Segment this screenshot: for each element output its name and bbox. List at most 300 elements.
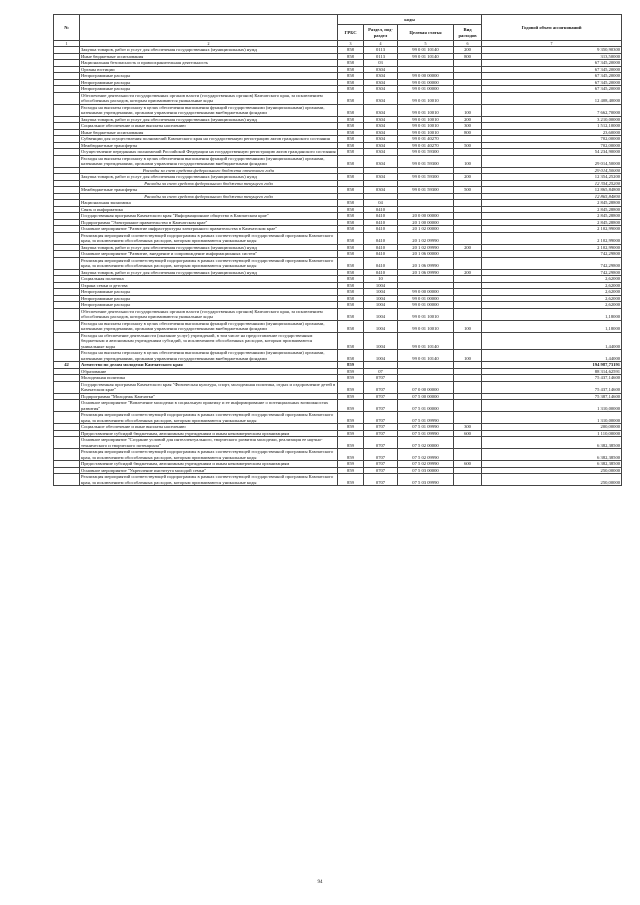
page-number: 94 — [317, 880, 323, 885]
cell-vid — [454, 400, 482, 412]
cell-grbs: 858 — [338, 116, 364, 123]
cell-vid — [454, 308, 482, 320]
cell-celevaya: 20 1 06 09990 — [398, 257, 454, 269]
cell-name: Непрограммные расходы — [80, 295, 338, 302]
cell-celevaya: 07 5 03 00000 — [398, 467, 454, 474]
cell-total: 75 437,14600 — [482, 375, 622, 382]
cell-vid: 500 — [454, 142, 482, 149]
cell-celevaya: 99 0 01 59300 — [398, 155, 454, 167]
cell-vid: 200 — [454, 174, 482, 181]
cell-name: Расходы на выплаты персоналу в целях обеспечения выполнения функций государственными (муниципальными) органами, казенными учреждениями, органами управления государственными внебюджетными фондами — [80, 350, 338, 362]
cell-name: Социальное обеспечение и иные выплаты населению — [80, 424, 338, 431]
cell-number — [54, 257, 80, 269]
cell-grbs: 858 — [338, 129, 364, 136]
cell-total: 1 310,00000 — [482, 400, 622, 412]
cell-name: Непрограммные расходы — [80, 289, 338, 296]
cell-total: 2 845,28800 — [482, 219, 622, 226]
cell-number — [54, 400, 80, 412]
cell-name: Подпрограмма "Электронное правительство в Камчатском крае" — [80, 219, 338, 226]
cell-razdel: 0304 — [364, 66, 398, 73]
cell-number: 42 — [54, 362, 80, 369]
cell-name: Связь и информатика — [80, 206, 338, 213]
cell-total: 23,60000 — [482, 129, 622, 136]
header-total: Годовой объем ассигнований — [482, 15, 622, 41]
header-index: 1 — [54, 41, 80, 47]
cell-celevaya: 20 0 00 00000 — [398, 213, 454, 220]
cell-celevaya: 20 1 06 09990 — [398, 269, 454, 276]
header-index: 7 — [482, 41, 622, 47]
cell-grbs: 858 — [338, 251, 364, 258]
cell-celevaya: 07 5 03 09990 — [398, 474, 454, 486]
cell-grbs: 858 — [338, 47, 364, 54]
cell-grbs: 858 — [338, 219, 364, 226]
cell-name: Закупка товаров, работ и услуг для обеспечения государственных (муниципальных) нужд — [80, 174, 338, 181]
cell-vid — [454, 412, 482, 424]
cell-grbs: 859 — [338, 362, 364, 369]
cell-grbs: 858 — [338, 149, 364, 156]
cell-total: 1 110,00000 — [482, 430, 622, 437]
cell-celevaya: 07 5 02 09990 — [398, 449, 454, 461]
cell-name: Межбюджетные трансферты — [80, 187, 338, 194]
cell-celevaya: 99 0 01 10010 — [398, 320, 454, 332]
table-row — [54, 320, 622, 332]
cell-name: Расходы за счет средств федерального бюджета текущего года — [80, 180, 338, 187]
cell-grbs: 858 — [338, 123, 364, 130]
cell-vid: 800 — [454, 53, 482, 60]
cell-grbs: 858 — [338, 142, 364, 149]
cell-razdel: 0707 — [364, 461, 398, 468]
cell-total: 2,62000 — [482, 276, 622, 283]
cell-name: Закупка товаров, работ и услуг для обеспечения государственных (муниципальных) нужд — [80, 47, 338, 54]
cell-razdel: 0707 — [364, 430, 398, 437]
cell-name: Агентство по делам молодежи Камчатского края — [80, 362, 338, 369]
cell-number — [54, 232, 80, 244]
cell-name: Непрограммные расходы — [80, 73, 338, 80]
header-grbs: ГРБС — [338, 25, 364, 41]
cell-vid — [454, 92, 482, 104]
cell-total: 313,50000 — [482, 53, 622, 60]
cell-grbs: 858 — [338, 53, 364, 60]
cell-name: Расходы на выплаты персоналу в целях обеспечения выполнения функций государственными (муниципальными) органами, казенными учреждениями, органами управления государственными внебюджетными фондами — [80, 155, 338, 167]
cell-total: 2 102,99000 — [482, 244, 622, 251]
cell-total: 12 408,40000 — [482, 92, 622, 104]
cell-total: 88 314,62591 — [482, 368, 622, 375]
cell-total: 250,00000 — [482, 474, 622, 486]
cell-total: 200,00000 — [482, 424, 622, 431]
cell-grbs: 858 — [338, 332, 364, 350]
table-row — [54, 155, 622, 167]
cell-grbs: 858 — [338, 174, 364, 181]
cell-grbs: 859 — [338, 375, 364, 382]
cell-name: Расходы за счет средств федерального бюджета отчетного года — [80, 167, 338, 174]
cell-razdel: 0304 — [364, 104, 398, 116]
cell-vid — [454, 474, 482, 486]
cell-total: 702,00000 — [482, 136, 622, 143]
cell-celevaya: 07 5 00 00000 — [398, 393, 454, 400]
cell-name: Основное мероприятие "Развитие инфраструктуры электронного правительства в Камчатском крае" — [80, 226, 338, 233]
cell-razdel: 0304 — [364, 79, 398, 86]
cell-razdel: 1004 — [364, 295, 398, 302]
cell-name: Социальное обеспечение и иные выплаты населению — [80, 123, 338, 130]
cell-razdel: 0707 — [364, 474, 398, 486]
cell-name: Предоставление субсидий бюджетным, автономным учреждениям и иным некоммерческим организациям — [80, 430, 338, 437]
cell-total: 9 350,90300 — [482, 47, 622, 54]
cell-celevaya: 99 0 01 00000 — [398, 295, 454, 302]
cell-grbs: 858 — [338, 232, 364, 244]
cell-grbs: 859 — [338, 437, 364, 449]
cell-grbs: 858 — [338, 269, 364, 276]
cell-vid: 600 — [454, 430, 482, 437]
cell-celevaya: 07 0 00 00000 — [398, 381, 454, 393]
cell-total: 75 387,14600 — [482, 393, 622, 400]
table-row — [54, 400, 622, 412]
cell-grbs: 858 — [338, 187, 364, 194]
cell-name: Расходы за счет средств федерального бюджета текущего года — [80, 193, 338, 200]
cell-celevaya: 20 1 02 09990 — [398, 232, 454, 244]
cell-razdel: 04 — [364, 200, 398, 207]
cell-vid: 600 — [454, 461, 482, 468]
cell-grbs: 859 — [338, 430, 364, 437]
cell-name: Государственная программа Камчатского края "Физическая культура, спорт, молодежная политика, отдых и оздоровление детей в Камчатском крае" — [80, 381, 338, 393]
cell-grbs: 859 — [338, 461, 364, 468]
cell-total: 6 382,38500 — [482, 449, 622, 461]
cell-name: Непрограммные расходы — [80, 86, 338, 93]
cell-total: 6 382,38500 — [482, 437, 622, 449]
table-row — [54, 332, 622, 350]
cell-name: Национальная экономика — [80, 200, 338, 207]
cell-grbs: 859 — [338, 393, 364, 400]
cell-total: 12 354,25200 — [482, 174, 622, 181]
cell-total: 250,00000 — [482, 467, 622, 474]
cell-total: 2 845,28800 — [482, 200, 622, 207]
cell-grbs: 858 — [338, 213, 364, 220]
cell-celevaya: 99 0 01 10140 — [398, 53, 454, 60]
cell-celevaya: 99 0 01 10010 — [398, 116, 454, 123]
budget-table — [53, 14, 622, 486]
cell-name: Закупка товаров, работ и услуг для обеспечения государственных (муниципальных) нужд — [80, 269, 338, 276]
cell-name: Подпрограмма "Молодежь Камчатки" — [80, 393, 338, 400]
cell-total: 67 345,20000 — [482, 66, 622, 73]
cell-celevaya: 99 0 01 59300 — [398, 149, 454, 156]
cell-name: Иные бюджетные ассигнования — [80, 129, 338, 136]
cell-vid: 100 — [454, 155, 482, 167]
cell-grbs: 859 — [338, 424, 364, 431]
cell-number — [54, 412, 80, 424]
cell-razdel: 0410 — [364, 213, 398, 220]
table-row — [54, 449, 622, 461]
table-row — [54, 92, 622, 104]
cell-name: Государственная программа Камчатского края "Информационное общество в Камчатском крае" — [80, 213, 338, 220]
cell-total: 29 014,50000 — [482, 167, 622, 174]
cell-name: Осуществление переданных полномочий Российской Федерации на государственную регистрацию актов гражданского состояния — [81, 149, 336, 154]
cell-vid: 100 — [454, 350, 482, 362]
cell-razdel: 0304 — [364, 92, 398, 104]
cell-name: Обеспечение деятельности государственных органов власти (государственных органов) Камчатского края, за исключением обособленных расходов, которым присваиваются уникальные коды — [80, 92, 338, 104]
cell-razdel: 0304 — [364, 155, 398, 167]
cell-number — [54, 332, 80, 350]
cell-total: 12 865,84800 — [482, 193, 622, 200]
header-index: 5 — [398, 41, 454, 47]
table-row — [54, 437, 622, 449]
cell-name: Межбюджетные трансферты — [80, 142, 338, 149]
cell-vid — [454, 449, 482, 461]
cell-grbs: 858 — [338, 257, 364, 269]
cell-razdel: 0410 — [364, 226, 398, 233]
cell-celevaya: 20 1 02 09990 — [398, 244, 454, 251]
cell-razdel: 0304 — [364, 116, 398, 123]
cell-total: 2,62000 — [482, 282, 622, 289]
table-row — [54, 412, 622, 424]
cell-name: Закупка товаров, работ и услуг для обеспечения государственных (муниципальных) нужд — [80, 116, 338, 123]
cell-razdel: 0113 — [364, 47, 398, 54]
header-codes: коды — [338, 15, 482, 25]
cell-celevaya: 99 0 01 59300 — [398, 187, 454, 194]
cell-celevaya: 99 0 01 10010 — [398, 129, 454, 136]
cell-razdel: 0707 — [364, 437, 398, 449]
table-row — [54, 232, 622, 244]
cell-razdel: 1004 — [364, 320, 398, 332]
cell-grbs: 858 — [338, 289, 364, 296]
cell-total: 7 662,70000 — [482, 104, 622, 116]
cell-razdel: 0304 — [364, 129, 398, 136]
cell-total: 702,00000 — [482, 142, 622, 149]
cell-razdel: 0410 — [364, 206, 398, 213]
header-index: 3 — [338, 41, 364, 47]
header-name — [80, 15, 338, 41]
cell-name: Реализация мероприятий соответствующей подпрограммы в рамках соответствующей государственной программы Камчатского края, за исключением обособленных расходов, которым присваиваются уникальные коды — [80, 474, 338, 486]
cell-celevaya: 99 0 01 00000 — [398, 86, 454, 93]
cell-number — [54, 381, 80, 393]
cell-celevaya: 99 0 01 10140 — [398, 332, 454, 350]
cell-grbs: 858 — [338, 79, 364, 86]
cell-grbs: 858 — [338, 200, 364, 207]
cell-grbs: 859 — [338, 368, 364, 375]
cell-grbs: 859 — [338, 381, 364, 393]
cell-name: Закупка товаров, работ и услуг для обеспечения государственных (муниципальных) нужд — [80, 244, 338, 251]
cell-grbs: 858 — [338, 282, 364, 289]
cell-razdel: 1004 — [364, 332, 398, 350]
cell-total: 1,18000 — [482, 320, 622, 332]
cell-celevaya: 99 0 01 00000 — [398, 79, 454, 86]
cell-razdel: 0410 — [364, 219, 398, 226]
cell-grbs: 858 — [338, 320, 364, 332]
cell-name: Образование — [80, 368, 338, 375]
cell-total: 2,62000 — [482, 302, 622, 309]
cell-razdel: 0707 — [364, 424, 398, 431]
cell-razdel: 0113 — [364, 53, 398, 60]
cell-grbs: 859 — [338, 400, 364, 412]
cell-grbs: 858 — [338, 104, 364, 116]
table-row — [54, 381, 622, 393]
cell-razdel: 0304 — [364, 86, 398, 93]
cell-razdel: 1004 — [364, 302, 398, 309]
cell-total: 2 845,28800 — [482, 206, 622, 213]
cell-number — [54, 92, 80, 104]
cell-grbs: 858 — [338, 73, 364, 80]
cell-razdel: 0304 — [364, 187, 398, 194]
cell-vid: 300 — [454, 424, 482, 431]
table-row — [54, 308, 622, 320]
cell-grbs: 858 — [338, 302, 364, 309]
cell-razdel: 0707 — [364, 467, 398, 474]
table-row — [54, 474, 622, 486]
cell-razdel: 0304 — [364, 73, 398, 80]
cell-celevaya: 99 0 01 00000 — [398, 302, 454, 309]
cell-celevaya: 07 5 01 09990 — [398, 430, 454, 437]
cell-celevaya: 99 0 01 59300 — [398, 174, 454, 181]
cell-total: 67 345,20000 — [482, 60, 622, 67]
cell-number — [54, 437, 80, 449]
cell-name: Реализация мероприятий соответствующей подпрограммы в рамках соответствующей государственной программы Камчатского края, за исключением обособленных расходов, которым присваиваются уникальные коды — [80, 257, 338, 269]
header-celevaya: Целевая статья — [398, 25, 454, 41]
cell-vid — [454, 381, 482, 393]
cell-total: 742,29800 — [482, 251, 622, 258]
cell-grbs: 858 — [338, 206, 364, 213]
cell-grbs: 858 — [338, 92, 364, 104]
cell-grbs: 859 — [338, 474, 364, 486]
cell-celevaya: 20 1 00 00000 — [398, 219, 454, 226]
cell-total: 29 014,50000 — [482, 155, 622, 167]
cell-razdel: 0410 — [364, 251, 398, 258]
header-index: 2 — [80, 41, 338, 47]
cell-razdel: 0707 — [364, 381, 398, 393]
cell-name: Молодежная политика — [80, 375, 338, 382]
cell-total: 6 382,38500 — [482, 461, 622, 468]
cell-razdel: 03 — [364, 60, 398, 67]
cell-name: Предоставление субсидий бюджетным, автономным учреждениям и иным некоммерческим организациям — [80, 461, 338, 468]
cell-name: Непрограммные расходы — [80, 79, 338, 86]
cell-razdel: 1004 — [364, 308, 398, 320]
cell-name: Субвенции для осуществления полномочий Камчатского края на государственную регистрацию актов гражданского состояния — [80, 136, 338, 143]
cell-number — [54, 308, 80, 320]
table-row — [54, 350, 622, 362]
cell-name: Расходы на выплаты персоналу в целях обеспечения выполнения функций государственными (муниципальными) органами, казенными учреждениями, органами управления государственными внебюджетными фондами — [80, 104, 338, 116]
cell-razdel: 0304 — [364, 123, 398, 130]
cell-celevaya: 20 1 06 00000 — [398, 251, 454, 258]
cell-celevaya: 99 0 01 10010 — [398, 92, 454, 104]
cell-razdel: 0707 — [364, 400, 398, 412]
cell-vid: 100 — [454, 104, 482, 116]
cell-razdel: 0410 — [364, 244, 398, 251]
cell-razdel: 0410 — [364, 232, 398, 244]
cell-total: 12 354,25200 — [482, 180, 622, 187]
cell-razdel: 07 — [364, 368, 398, 375]
cell-grbs: 858 — [338, 308, 364, 320]
header-vid: Вид расходов — [454, 25, 482, 41]
cell-vid: 200 — [454, 47, 482, 54]
cell-celevaya: 99 0 01 10140 — [398, 350, 454, 362]
cell-name: Национальная безопасность и правоохранительная деятельность — [80, 60, 338, 67]
cell-vid: 200 — [454, 269, 482, 276]
cell-total: 75 437,14600 — [482, 381, 622, 393]
cell-total: 67 345,20000 — [482, 79, 622, 86]
document-page — [53, 14, 621, 486]
cell-celevaya: 99 0 01 10010 — [398, 104, 454, 116]
cell-celevaya: 99 0 00 00000 — [398, 73, 454, 80]
cell-total: 2 102,99000 — [482, 232, 622, 244]
cell-razdel: 0707 — [364, 375, 398, 382]
cell-razdel: 1004 — [364, 350, 398, 362]
cell-grbs: 858 — [338, 155, 364, 167]
cell-razdel: 10 — [364, 276, 398, 283]
cell-celevaya: 99 0 00 00000 — [398, 289, 454, 296]
table-row — [54, 104, 622, 116]
cell-celevaya: 99 0 01 40270 — [398, 136, 454, 143]
cell-name: Социальная политика — [80, 276, 338, 283]
cell-razdel: 1004 — [364, 282, 398, 289]
cell-razdel: 0304 — [364, 142, 398, 149]
cell-grbs: 858 — [338, 226, 364, 233]
cell-total: 2,62000 — [482, 295, 622, 302]
cell-total: 1,44000 — [482, 332, 622, 350]
cell-grbs: 858 — [338, 276, 364, 283]
table-row — [54, 257, 622, 269]
cell-total: 3 210,00000 — [482, 116, 622, 123]
cell-number — [54, 449, 80, 461]
cell-name: Охрана семьи и детства — [80, 282, 338, 289]
cell-razdel: 0410 — [364, 269, 398, 276]
cell-total: 54 234,90000 — [482, 149, 622, 156]
cell-razdel: 0304 — [364, 136, 398, 143]
cell-total: 1 310,00000 — [482, 412, 622, 424]
cell-total: 1,44000 — [482, 350, 622, 362]
cell-total: 194 987,73191 — [482, 362, 622, 369]
cell-razdel: 0410 — [364, 257, 398, 269]
cell-razdel: 0707 — [364, 393, 398, 400]
cell-grbs: 859 — [338, 467, 364, 474]
cell-grbs: 858 — [338, 136, 364, 143]
cell-total: 2 102,99000 — [482, 226, 622, 233]
cell-name: Основное мероприятие "Развитие, внедрение и сопровождение информационных систем" — [80, 251, 338, 258]
cell-grbs: 858 — [338, 86, 364, 93]
cell-celevaya: 07 5 01 09990 — [398, 424, 454, 431]
cell-vid — [454, 257, 482, 269]
cell-razdel: 0304 — [364, 174, 398, 181]
cell-grbs: 858 — [338, 295, 364, 302]
cell-vid: 200 — [454, 244, 482, 251]
cell-celevaya: 07 5 01 00000 — [398, 400, 454, 412]
cell-total: 2 845,28800 — [482, 213, 622, 220]
cell-celevaya: 99 0 01 10140 — [398, 47, 454, 54]
cell-celevaya: 99 0 01 10010 — [398, 123, 454, 130]
header-razdel: Раздел, под-раздел — [364, 25, 398, 41]
cell-name: Реализация мероприятий соответствующей подпрограммы в рамках соответствующей государственной программы Камчатского края, за исключением обособленных расходов, которым присваиваются уникальные коды — [80, 449, 338, 461]
cell-name: Основное мероприятие "Создание условий для интеллектуального, творческого развития молодежи, реализация ее научно-технического и творческого потенциала" — [80, 437, 338, 449]
cell-number — [54, 350, 80, 362]
cell-number — [54, 320, 80, 332]
cell-razdel: 0304 — [364, 149, 398, 156]
cell-name: Основное мероприятие "Вовлечение молодежи в социальную практику и ее информирование о потенциальных возможностях развития" — [80, 400, 338, 412]
cell-vid: 100 — [454, 320, 482, 332]
cell-number — [54, 155, 80, 167]
cell-name: Расходы на выплаты персоналу в целях обеспечения выполнения функций государственными (муниципальными) органами, казенными учреждениями, органами управления государственными внебюджетными фондами — [80, 320, 338, 332]
cell-name: Основное мероприятие "Укрепление института молодой семьи" — [80, 467, 338, 474]
cell-total: 1,18000 — [482, 308, 622, 320]
cell-vid — [454, 332, 482, 350]
header-index: 6 — [454, 41, 482, 47]
cell-total: 67 345,20000 — [482, 73, 622, 80]
cell-total: 742,29800 — [482, 269, 622, 276]
cell-grbs: 858 — [338, 244, 364, 251]
cell-grbs: 859 — [338, 412, 364, 424]
cell-name: Иные бюджетные ассигнования — [80, 53, 338, 60]
cell-total: 12 865,84800 — [482, 187, 622, 194]
cell-razdel: 0707 — [364, 449, 398, 461]
cell-grbs: 858 — [338, 350, 364, 362]
cell-name: Реализация мероприятий соответствующей подпрограммы в рамках соответствующей государственной программы Камчатского края, за исключением обособленных расходов, которым присваиваются уникальные коды — [80, 232, 338, 244]
cell-name: Органы юстиции — [80, 66, 338, 73]
cell-celevaya: 07 5 01 09990 — [398, 412, 454, 424]
